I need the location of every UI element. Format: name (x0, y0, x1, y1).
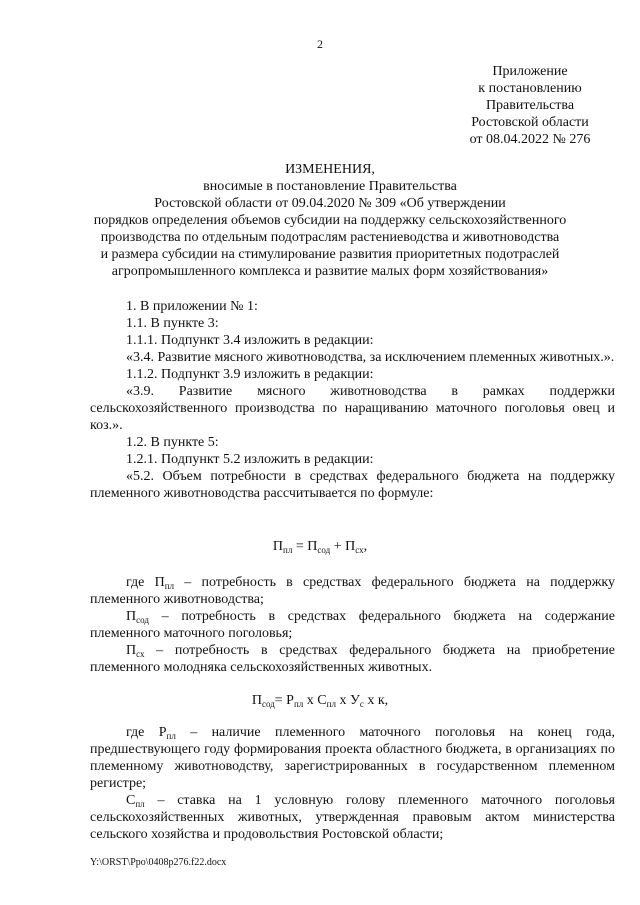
item-1-2-1-text: «5.2. Объем потребности в средствах федерального бюджета на поддержку племенного животноводства рассчитывается по формуле: (90, 469, 615, 501)
definitions-1 (90, 574, 615, 676)
title-heading: ИЗМЕНЕНИЯ, (285, 162, 375, 177)
appendix-block (440, 63, 620, 148)
title-line: порядков определения объемов субсидии на поддержку сельскохозяйственного (93, 213, 567, 228)
page-number: 2 (317, 37, 323, 51)
definition: $С_{пл}$ – ставка на 1 условную голову племенного маточного поголовья сельскохозяйственных животных, утвержденная правовым актом министерства сельского хозяйства и продовольствия Ростовской области; (90, 793, 615, 842)
definition: $П_{сод}$ – потребность в средствах федерального бюджета на содержание племенного маточного поголовья; (90, 609, 615, 641)
title-line: производства по отдельным подотраслям растениеводства и животноводства (100, 230, 560, 245)
appendix-line: к постановлению (478, 81, 582, 96)
body-section-1 (90, 298, 615, 502)
title-line: вносимые в постановление Правительства (203, 179, 457, 194)
definitions-2 (90, 724, 615, 843)
formula-1: $П_{пл} = П_{сод} + П_{сх}$, (272, 539, 368, 555)
definition: где $П_{пл}$ – потребность в средствах федерального бюджета на поддержку племенного животноводства; (90, 575, 615, 607)
item-1-1-2-text: «3.9. Развитие мясного животноводства в рамках поддержки сельскохозяйственного производства по наращиванию маточного поголовья овец и коз.». (90, 384, 615, 433)
appendix-line: Правительства (485, 98, 575, 113)
item-1-2: 1.2. В пункте 5: (126, 435, 219, 450)
definition: где $Р_{пл}$ – наличие племенного маточного поголовья на конец года, предшествующего году формирования проекта областного бюджета, в организациях по племенному животноводству, зарегистрированных в государственном племенном регистре; (90, 725, 615, 791)
appendix-line: Приложение (492, 64, 568, 79)
item-1-1: 1.1. В пункте 3: (126, 316, 219, 331)
item-1-2-1: 1.2.1. Подпункт 5.2 изложить в редакции: (126, 452, 374, 467)
file-path-footer: Y:\ORST\Ppo\0408p276.f22.docx (90, 857, 227, 868)
title-line: и размера субсидии на стимулирование развития приоритетных подотраслей (100, 247, 560, 262)
item-1: 1. В приложении № 1: (126, 299, 258, 314)
item-1-1-2: 1.1.2. Подпункт 3.9 изложить в редакции: (126, 367, 374, 382)
item-1-1-1: 1.1.1. Подпункт 3.4 изложить в редакции: (126, 333, 374, 348)
appendix-line: от 08.04.2022 № 276 (469, 132, 591, 147)
title-line: Ростовской области от 09.04.2020 № 309 «Об утверждении (154, 196, 506, 211)
formula-2: $П_{сод}= Р_{пл}$ х $С_{пл}$ х $У_с$ х к, (251, 693, 389, 709)
title-line: агропромышленного комплекса и развитие малых форм хозяйствования» (111, 264, 549, 279)
document-title (60, 161, 600, 280)
definition: $П_{сх}$ – потребность в средствах федерального бюджета на приобретение племенного молодняка сельскохозяйственных животных. (90, 643, 615, 675)
item-1-1-1-text: «3.4. Развитие мясного животноводства, за исключением племенных животных.». (126, 350, 615, 365)
appendix-line: Ростовской области (471, 115, 589, 130)
